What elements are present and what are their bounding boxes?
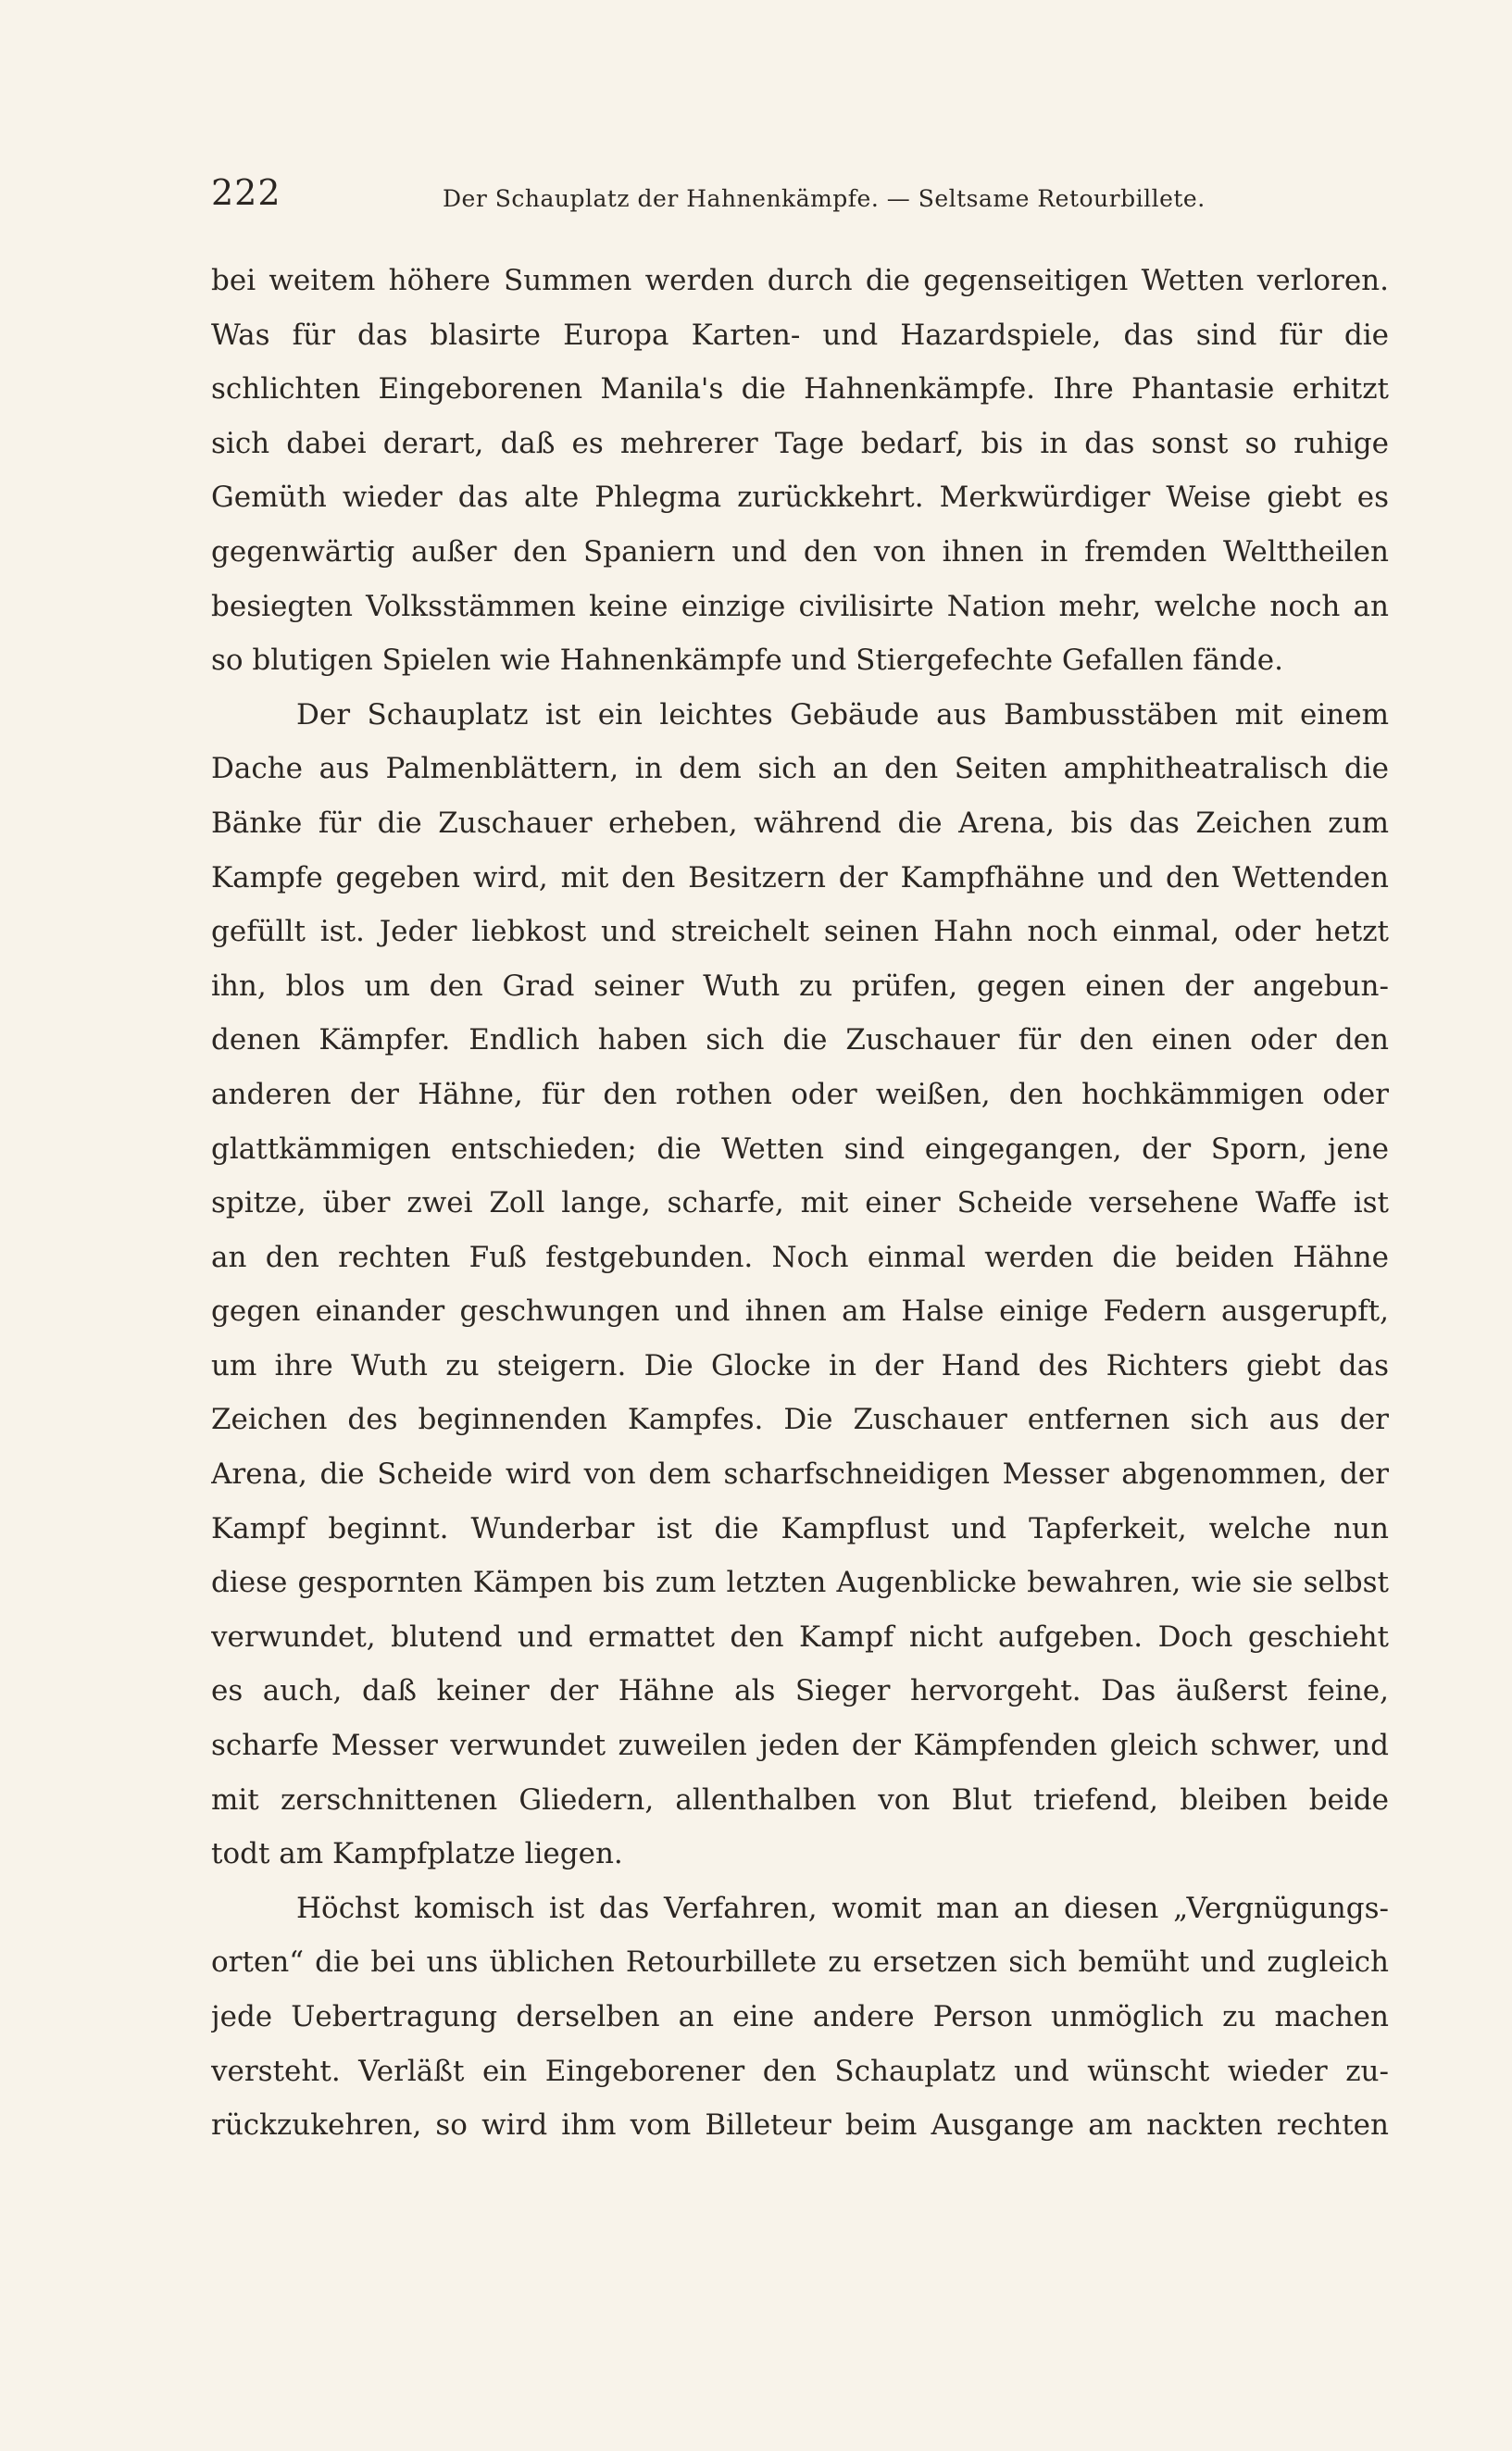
text-line: rückzukehren, so wird ihm vom Billeteur beim Ausgange am nackten rechten: [211, 2108, 1389, 2143]
text-line: Gemüth wieder das alte Phlegma zurückkehrt. Merkwürdiger Weise giebt es: [211, 481, 1389, 515]
text-line: Höchst komisch ist das Verfahren, womit man an diesen „Vergnügungs-: [296, 1891, 1389, 1925]
text-line: gefüllt ist. Jeder liebkost und streichelt seinen Hahn noch einmal, oder hetzt: [211, 915, 1389, 949]
text-line: es auch, daß keiner der Hähne als Sieger hervorgeht. Das äußerst feine,: [211, 1674, 1389, 1708]
text-line: Kampf beginnt. Wunderbar ist die Kampflust und Tapferkeit, welche nun: [211, 1511, 1389, 1545]
text-line: Zeichen des beginnenden Kampfes. Die Zuschauer entfernen sich aus der: [211, 1403, 1389, 1437]
text-line: schlichten Eingeborenen Manila's die Hahnenkämpfe. Ihre Phantasie erhitzt: [211, 372, 1389, 406]
text-line: mit zerschnittenen Gliedern, allenthalben von Blut triefend, bleiben beide: [211, 1782, 1389, 1817]
text-line: Arena, die Scheide wird von dem scharfschneidigen Messer abgenommen, der: [211, 1457, 1389, 1492]
text-line: gegen einander geschwungen und ihnen am Halse einige Federn ausgerupft,: [211, 1294, 1389, 1329]
text-line: gegenwärtig außer den Spaniern und den von ihnen in fremden Welttheilen: [211, 534, 1389, 569]
body-text: [211, 254, 1389, 2153]
text-line: Der Schauplatz ist ein leichtes Gebäude aus Bambusstäben mit einem: [296, 697, 1389, 732]
text-line: um ihre Wuth zu steigern. Die Glocke in der Hand des Richters giebt das: [211, 1348, 1389, 1382]
text-line: versteht. Verläßt ein Eingeborener den Schauplatz und wünscht wieder zu-: [211, 2054, 1389, 2088]
text-line: diese gespornten Kämpen bis zum letzten Augenblicke bewahren, wie sie selbst: [211, 1566, 1389, 1600]
text-line: bei weitem höhere Summen werden durch die gegenseitigen Wetten verloren.: [211, 264, 1389, 297]
text-line: Dache aus Palmenblättern, in dem sich an den Seiten amphitheatralisch die: [211, 752, 1389, 786]
text-line: besiegten Volksstämmen keine einzige civilisirte Nation mehr, welche noch an: [211, 589, 1389, 623]
text-line: so blutigen Spielen wie Hahnenkämpfe und Stiergefechte Gefallen fände.: [211, 644, 1283, 678]
text-line: Kampfe gegeben wird, mit den Besitzern der Kampfhähne und den Wettenden: [211, 860, 1389, 894]
text-line: Was für das blasirte Europa Karten- und Hazardspiele, das sind für die: [211, 318, 1389, 352]
text-line: ihn, blos um den Grad seiner Wuth zu prüfen, gegen einen der angebun-: [211, 969, 1389, 1003]
text-line: spitze, über zwei Zoll lange, scharfe, mit einer Scheide versehene Waffe ist: [211, 1186, 1389, 1220]
text-line: an den rechten Fuß festgebunden. Noch einmal werden die beiden Hähne: [211, 1240, 1389, 1274]
text-line: verwundet, blutend und ermattet den Kampf nicht aufgeben. Doch geschieht: [211, 1619, 1389, 1654]
text-line: denen Kämpfer. Endlich haben sich die Zuschauer für den einen oder den: [211, 1023, 1389, 1057]
text-line: jede Uebertragung derselben an eine andere Person unmöglich zu machen: [211, 2000, 1389, 2033]
text-line: scharfe Messer verwundet zuweilen jeden der Kämpfenden gleich schwer, und: [211, 1729, 1389, 1763]
text-line: anderen der Hähne, für den rothen oder weißen, den hochkämmigen oder: [211, 1077, 1389, 1111]
text-line: orten“ die bei uns üblichen Retourbillete zu ersetzen sich bemüht und zugleich: [211, 1945, 1389, 1980]
text-line: glattkämmigen entschieden; die Wetten sind eingegangen, der Sporn, jene: [211, 1132, 1389, 1166]
running-head: Der Schauplatz der Hahnenkämpfe. — Seltsame Retourbillete.: [443, 185, 1206, 212]
page-header: [211, 172, 1304, 228]
text-line: sich dabei derart, daß es mehrerer Tage bedarf, bis in das sonst so ruhige: [211, 426, 1389, 460]
text-line: Bänke für die Zuschauer erheben, während die Arena, bis das Zeichen zum: [211, 806, 1389, 840]
page-number: 222: [211, 172, 281, 213]
text-line: todt am Kampfplatze liegen.: [211, 1837, 623, 1871]
